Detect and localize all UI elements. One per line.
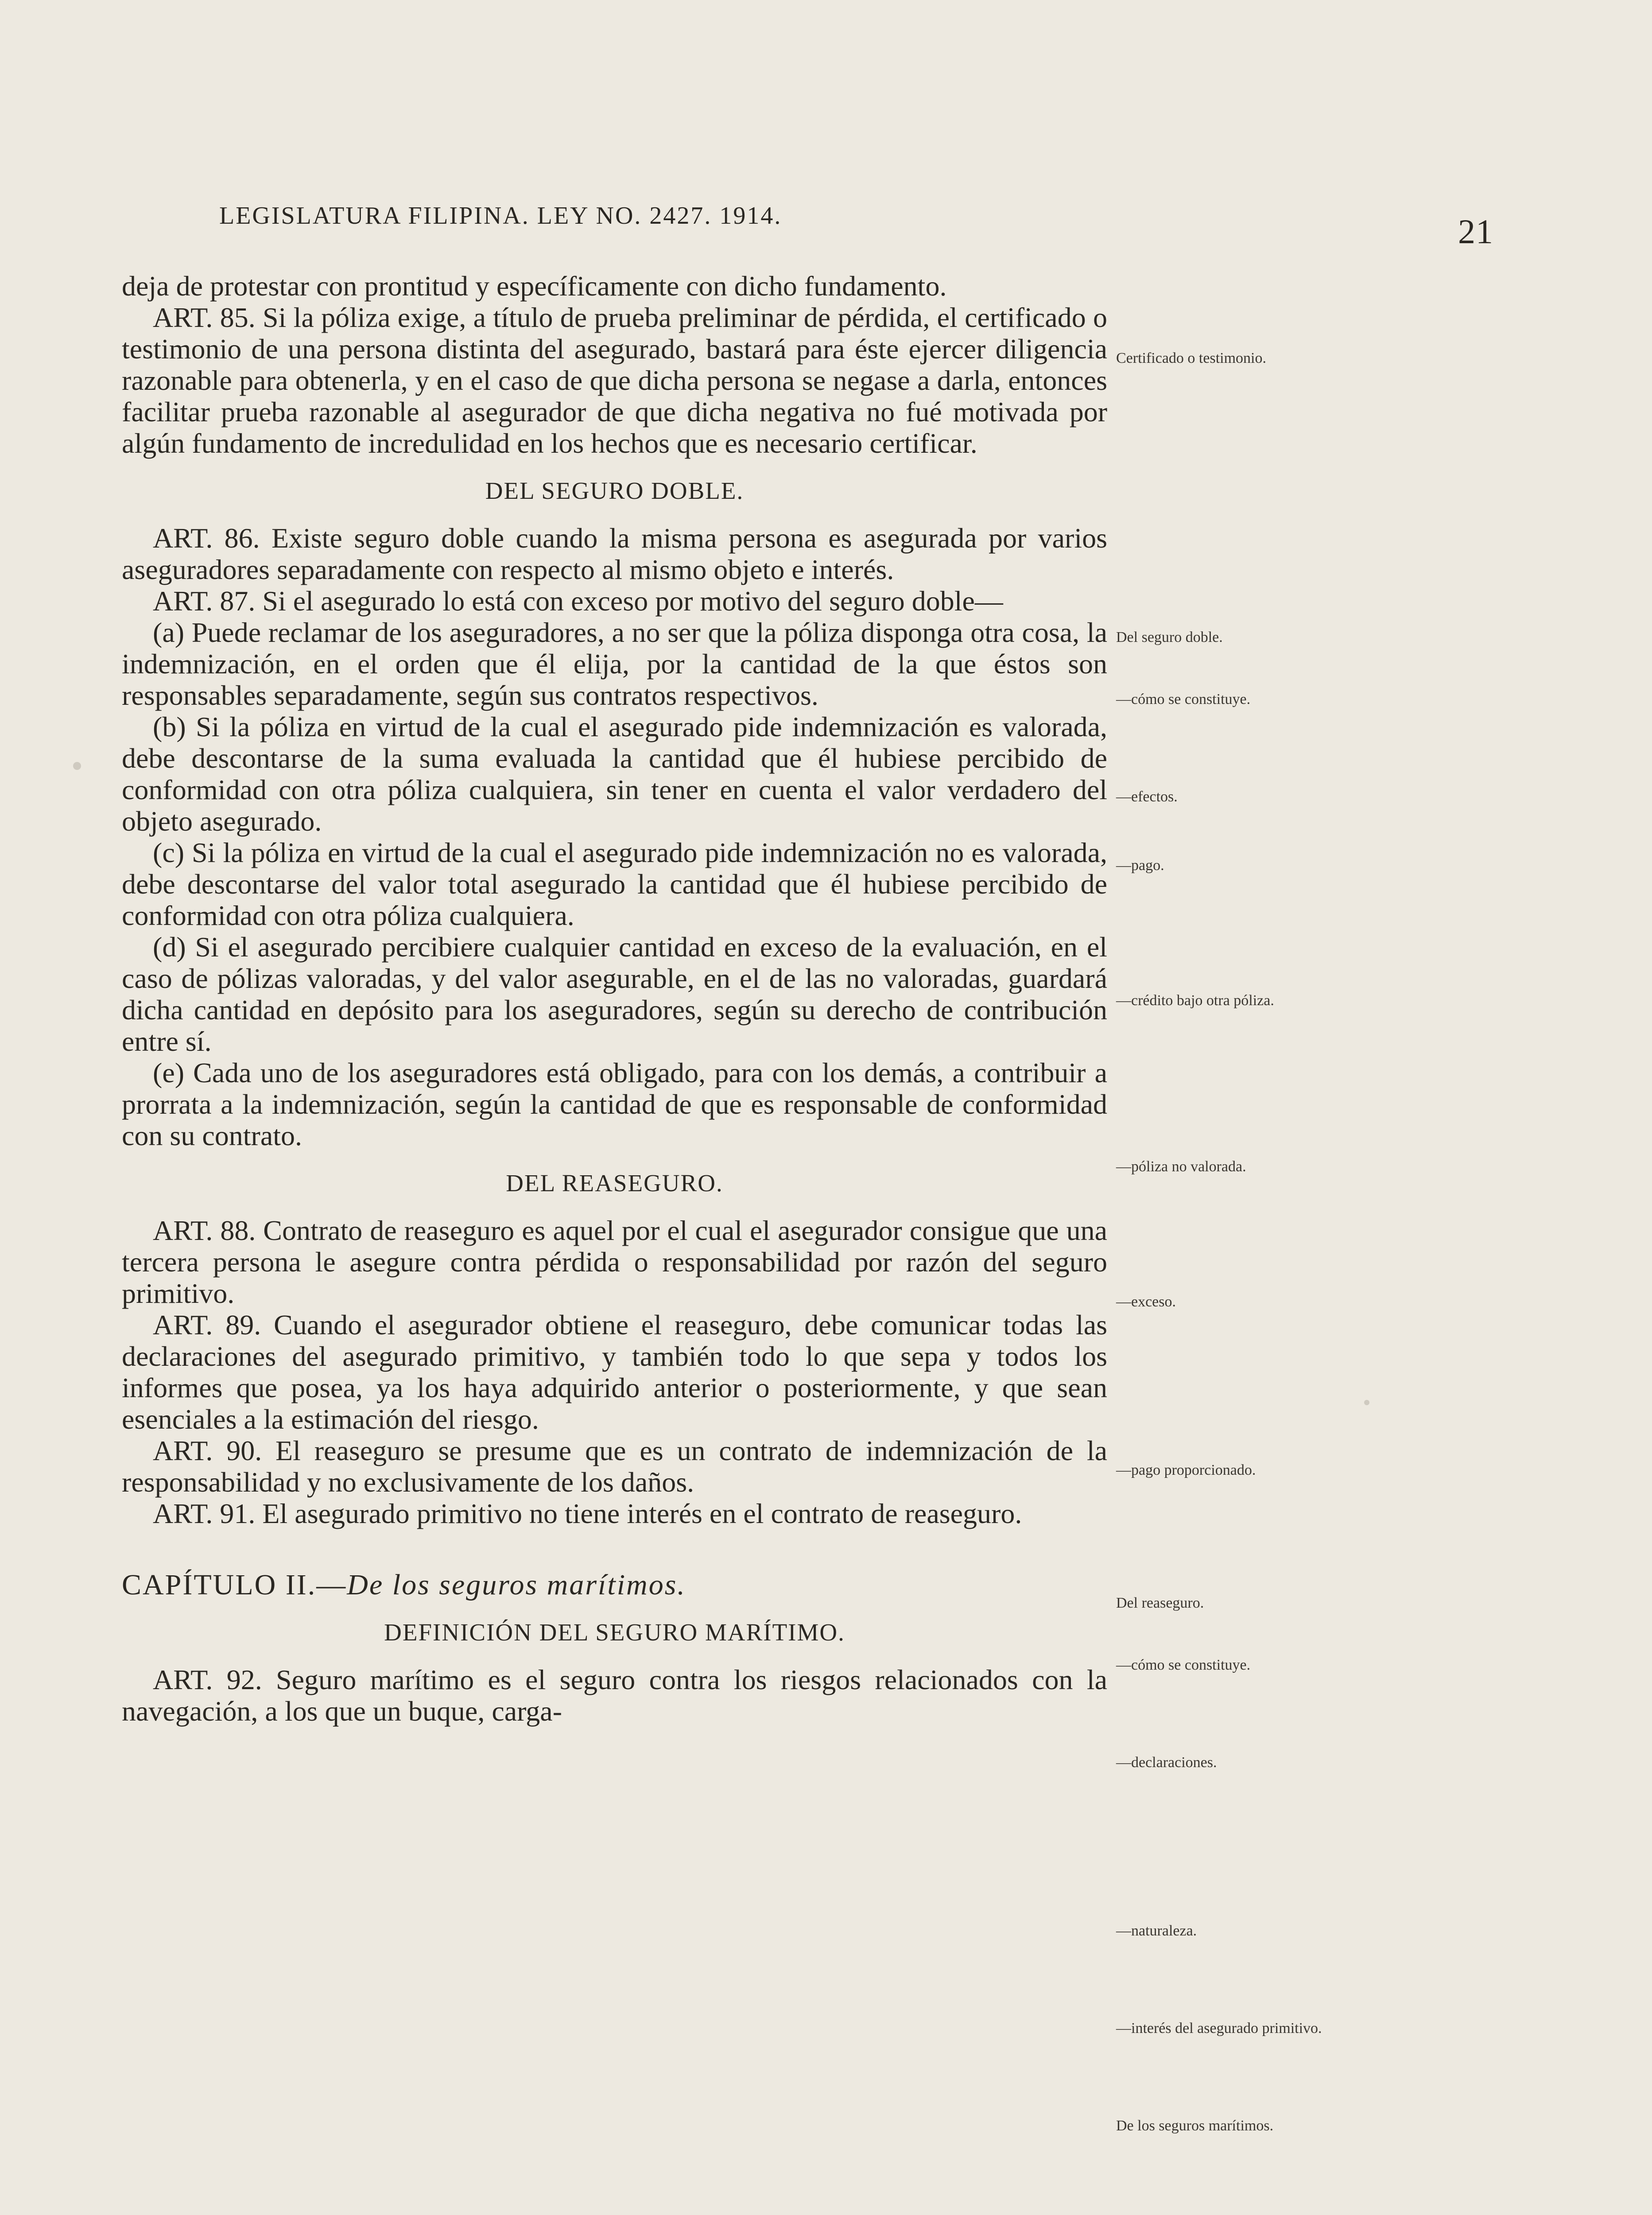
article-92: ART. 92. Seguro marítimo es el seguro contra los riesgos relacionados con la navegación, a los que un buque, carga- [122,1664,1107,1727]
margin-note: —naturaleza. [1116,1923,1197,1939]
chapter-heading [122,1569,1107,1601]
clause-a: (a) Puede reclamar de los aseguradores, a no ser que la póliza disponga otra cosa, la indemnización, en el orden que él elija, por la cantidad de la que éstos son responsables separadamente, según sus contratos respectivos. [122,617,1107,711]
section-heading-reaseguro: DEL REASEGURO. [506,1170,723,1197]
clause-c: (c) Si la póliza en virtud de la cual el asegurado pide indemnización no es valorada, debe descontarse del valor total asegurado la cantidad que él hubiese percibido de conformidad con otra póliza cualquiera. [122,837,1107,931]
article-91: ART. 91. El asegurado primitivo no tiene interés en el contrato de reaseguro. [153,1498,1022,1529]
margin-note: De los seguros marítimos. [1116,2118,1274,2134]
chapter-label: CAPÍTULO II.— [122,1569,347,1601]
margin-note: —exceso. [1116,1294,1176,1310]
article-89: ART. 89. Cuando el asegurador obtiene el reaseguro, debe comunicar todas las declaraciones del asegurado primitivo, y también todo lo que sepa y todos los informes que posea, ya los haya adquirido anterior o posteriormente, y que sean esenciales a la estimación del riesgo. [122,1309,1107,1435]
main-text-column [122,270,1107,1727]
margin-note: Del reaseguro. [1116,1595,1204,1611]
margin-note: —cómo se constituye. [1116,691,1251,707]
margin-note: —declaraciones. [1116,1754,1217,1771]
clause-b: (b) Si la póliza en virtud de la cual el asegurado pide indemnización es valorada, debe descontarse de la suma evaluada la cantidad que él hubiese percibido de conformidad con otra póliza cualquiera, sin tener en cuenta el valor verdadero del objeto asegurado. [122,711,1107,837]
margin-note: —crédito bajo otra póliza. [1116,992,1274,1009]
margin-note: —interés del asegurado primitivo. [1116,2020,1322,2036]
article-85: ART. 85. Si la póliza exige, a título de prueba preliminar de pérdida, el certificado o testimonio de una persona distinta del asegurado, bastará para éste ejercer diligencia razonable para obtenerla, y en el caso de que dicha persona se negase a darla, entonces facilitar prueba razonable al asegurador de que dicha negativa no fué motivada por algún fundamento de incredulidad en los hechos que es necesario certificar. [122,302,1107,459]
paper-speck [73,762,81,770]
margin-note: —pago proporcionado. [1116,1462,1256,1478]
paper-speck [1364,1400,1369,1405]
margin-note: —póliza no valorada. [1116,1158,1246,1175]
margin-note: —pago. [1116,857,1164,874]
margin-note: —cómo se constituye. [1116,1657,1251,1673]
section-heading-seguro-doble: DEL SEGURO DOBLE. [485,477,744,504]
running-head: LEGISLATURA FILIPINA. LEY NO. 2427. 1914. [219,202,782,229]
article-87: ART. 87. Si el asegurado lo está con exceso por motivo del seguro doble— [153,585,1003,617]
chapter-title: De los seguros marítimos. [347,1569,686,1601]
margin-note: Certificado o testimonio. [1116,350,1266,366]
clause-d: (d) Si el asegurado percibiere cualquier cantidad en exceso de la evaluación, en el caso de pólizas valoradas, y del valor asegurable, en el de las no valoradas, guardará dicha cantidad en depósito para los aseguradores, según su derecho de contribución entre sí. [122,931,1107,1057]
article-88: ART. 88. Contrato de reaseguro es aquel por el cual el asegurador consigue que una tercera persona le asegure contra pérdida o responsabilidad por razón del seguro primitivo. [122,1215,1107,1309]
article-86: ART. 86. Existe seguro doble cuando la misma persona es asegurada por varios aseguradores separadamente con respecto al mismo objeto e interés. [122,522,1107,585]
article-90: ART. 90. El reaseguro se presume que es un contrato de indemnización de la responsabilidad y no exclusivamente de los daños. [122,1435,1107,1498]
margin-note: Del seguro doble. [1116,629,1223,645]
margin-note: —efectos. [1116,789,1178,805]
clause-e: (e) Cada uno de los aseguradores está obligado, para con los demás, a contribuir a prorrata a la indemnización, según la cantidad de que es responsable de conformidad con su contrato. [122,1057,1107,1151]
section-heading-definicion: DEFINICIÓN DEL SEGURO MARÍTIMO. [384,1619,845,1646]
page-number: 21 [1458,212,1493,251]
paragraph: deja de protestar con prontitud y específicamente con dicho fundamento. [122,270,947,302]
